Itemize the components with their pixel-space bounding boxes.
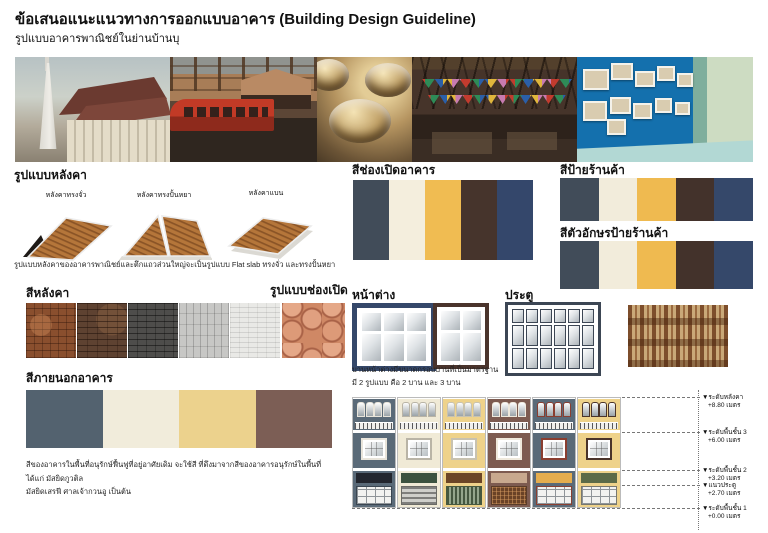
six-pane-window <box>451 438 477 460</box>
shophouse-facade <box>577 397 621 508</box>
shophouse-facade <box>532 397 576 508</box>
hip-roof-diagram <box>117 203 212 261</box>
color-swatch <box>461 180 497 260</box>
color-swatch <box>560 178 599 221</box>
narrow-window <box>411 402 419 417</box>
shop-sign <box>356 473 392 483</box>
level-value: +8.80 เมตร <box>708 402 741 410</box>
white-pagoda <box>33 63 63 149</box>
door-pane <box>512 348 524 369</box>
flat-roof-diagram <box>219 201 314 259</box>
level-value: +6.00 เมตร <box>708 437 741 445</box>
picture-frame <box>675 102 690 115</box>
narrow-window <box>428 402 436 417</box>
door-pane <box>582 309 594 323</box>
shop-shutter <box>446 486 482 505</box>
narrow-window <box>492 402 500 417</box>
narrow-window <box>582 402 590 417</box>
section-title-exterior-colors: สีภายนอกอาคาร <box>26 371 113 385</box>
locomotive-windows <box>184 107 268 117</box>
level-label <box>702 482 768 498</box>
level-value: +2.70 เมตร <box>708 490 741 498</box>
ground-floor <box>398 471 440 507</box>
third-floor-windows <box>582 402 616 417</box>
third-floor-windows <box>402 402 436 417</box>
window-glass <box>545 442 563 456</box>
rust-brick-texture <box>26 303 76 358</box>
section-title-opening-pattern: รูปแบบช่องเปิด <box>270 283 348 297</box>
color-swatch <box>425 180 461 260</box>
second-floor <box>578 433 620 468</box>
balcony-railing <box>400 422 438 429</box>
window-pane <box>362 334 381 361</box>
narrow-window <box>366 402 374 417</box>
balcony-railing <box>355 422 393 429</box>
section-title-sign-letter-colors: สีตัวอักษรป้ายร้านค้า <box>560 226 669 240</box>
six-pane-window <box>586 438 612 460</box>
picture-frame <box>677 73 693 87</box>
brass-bowl <box>329 99 391 143</box>
picture-frame <box>583 101 607 121</box>
third-floor <box>533 399 575 430</box>
sign-letter-color-palette <box>560 241 753 289</box>
shophouse-elevation-drawing <box>352 390 768 533</box>
level-label <box>702 505 768 521</box>
dark-gray-shingle-texture <box>128 303 178 358</box>
opening-color-palette <box>353 180 533 260</box>
picture-frame <box>657 66 675 81</box>
shop-sign <box>581 473 617 483</box>
narrow-window <box>563 402 571 417</box>
narrow-window <box>518 402 526 417</box>
shop-shutter <box>401 486 437 505</box>
narrow-window <box>473 402 481 417</box>
color-swatch <box>599 241 638 289</box>
second-floor <box>353 433 395 468</box>
ground-floor <box>578 471 620 507</box>
narrow-window <box>374 402 382 417</box>
page-title: ข้อเสนอแนะแนวทางการออกแบบอาคาร (Building Design Guideline) <box>15 11 476 28</box>
roof-gable-label: หลังคาทรงจั่ว <box>45 192 87 199</box>
narrow-window <box>383 402 391 417</box>
window-diagram-3-panel <box>352 303 436 371</box>
window-pane <box>441 333 460 361</box>
window-pane <box>384 334 403 361</box>
door-pane <box>554 309 566 323</box>
window-pane <box>384 313 403 331</box>
color-swatch <box>676 241 715 289</box>
window-pane <box>407 334 426 361</box>
color-swatch <box>714 241 753 289</box>
ground-floor <box>443 471 485 507</box>
sign-color-palette <box>560 178 753 221</box>
dimension-vertical-line <box>698 390 699 530</box>
section-title-opening-colors: สีช่องเปิดอาคาร <box>352 163 436 177</box>
level-value: +0.00 เมตร <box>708 513 741 521</box>
color-swatch <box>103 390 180 448</box>
color-swatch <box>637 241 676 289</box>
color-swatch <box>637 178 676 221</box>
door-pane <box>554 348 566 369</box>
six-pane-window <box>361 438 387 460</box>
window-glass <box>410 442 428 456</box>
color-swatch <box>353 180 389 260</box>
third-floor <box>353 399 395 430</box>
second-floor <box>488 433 530 468</box>
door-pane <box>568 348 580 369</box>
window-glass <box>455 442 473 456</box>
roof-flat-label: หลังคาแบน <box>248 190 284 197</box>
third-floor-windows <box>357 402 391 417</box>
exterior-color-palette <box>26 390 332 448</box>
market-floor <box>432 132 492 154</box>
ground-floor <box>353 471 395 507</box>
narrow-window <box>509 402 517 417</box>
window-glass <box>500 442 518 456</box>
gable-roof-diagram <box>19 203 114 261</box>
shophouse-facade <box>442 397 486 508</box>
door-pane <box>582 325 594 346</box>
window-panes <box>357 308 431 366</box>
roof-diagrams <box>14 190 344 262</box>
six-pane-window <box>406 438 432 460</box>
door-pane <box>568 325 580 346</box>
market-floor <box>507 132 557 150</box>
third-floor <box>398 399 440 430</box>
light-gray-tile-texture <box>179 303 229 358</box>
door-pane <box>554 325 566 346</box>
door-pane <box>540 325 552 346</box>
level-label <box>702 467 768 483</box>
window-pane <box>407 313 426 331</box>
section-title-roof-types: รูปแบบหลังคา <box>14 168 87 182</box>
window-pane <box>441 311 460 330</box>
brass-bowls-photo <box>317 57 412 162</box>
ground-floor <box>533 471 575 507</box>
exterior-colors-caption: สีของอาคารในพื้นที่อนุรักษ์ฟื้นฟูที่อยู่อาศัยเดิม จะใช้สี ที่ดึงมาจากสีของอาคารอนุรักษ์ในพื้นที่ ได้แก่ มัสยิดกูวติล มัสยิดเสรฟี ศาลเจ้ากวนอู เป็นต้น <box>26 460 322 496</box>
narrow-window <box>357 402 365 417</box>
door-pane <box>526 325 538 346</box>
narrow-window <box>447 402 455 417</box>
level-value: +3.20 เมตร <box>708 475 741 483</box>
red-locomotive <box>170 99 274 131</box>
color-swatch <box>26 390 103 448</box>
color-swatch <box>179 390 256 448</box>
picture-frame <box>583 69 609 90</box>
picture-frame <box>635 71 655 87</box>
wood-pattern-door-texture <box>628 305 728 367</box>
shop-shutter <box>356 486 392 505</box>
door-panes <box>508 305 598 373</box>
narrow-window <box>591 402 599 417</box>
shop-sign <box>446 473 482 483</box>
brass-bowl <box>365 63 411 97</box>
level-name: ▼ระดับพื้นชั้น 3 <box>702 429 747 436</box>
door-pane <box>526 348 538 369</box>
reference-photo-strip <box>15 57 753 162</box>
color-swatch <box>389 180 425 260</box>
white-tile-texture <box>230 303 280 358</box>
door-pane <box>512 325 524 346</box>
windows-caption: บานหน้าต่างมีขนาดกรอบบานที่เป็นมาตรฐาน มี 2 รูปแบบ คือ 2 บาน และ 3 บาน <box>352 365 499 387</box>
narrow-window <box>501 402 509 417</box>
section-title-roof-colors: สีหลังคา <box>26 286 70 300</box>
narrow-window <box>599 402 607 417</box>
shop-sign <box>536 473 572 483</box>
shophouse-facade <box>352 397 396 508</box>
third-floor-windows <box>447 402 481 417</box>
level-name: ▼ระดับหลังคา <box>702 394 744 401</box>
window-pane <box>362 313 381 331</box>
level-name: ▼แนวประตู <box>702 482 737 489</box>
window-glass <box>590 442 608 456</box>
window-pane <box>463 333 482 361</box>
level-name: ▼ระดับพื้นชั้น 1 <box>702 505 747 512</box>
level-label <box>702 394 768 410</box>
roof-color-textures <box>26 303 280 358</box>
color-swatch <box>256 390 333 448</box>
level-name: ▼ระดับพื้นชั้น 2 <box>702 467 747 474</box>
market-hall-photo <box>412 57 577 162</box>
door-pane <box>512 309 524 323</box>
shop-sign <box>401 473 437 483</box>
color-swatch <box>497 180 533 260</box>
shophouse-row <box>352 397 622 508</box>
temple-colonnade <box>67 120 170 162</box>
six-pane-window <box>541 438 567 460</box>
picture-frame <box>607 119 626 135</box>
second-floor <box>533 433 575 468</box>
balcony-railing <box>580 422 618 429</box>
six-pane-window <box>496 438 522 460</box>
third-floor <box>443 399 485 430</box>
picture-frame <box>655 98 672 113</box>
shop-sign <box>491 473 527 483</box>
fish-scale-tile-texture <box>282 303 345 358</box>
page-subtitle: รูปแบบอาคารพาณิชย์ในย่านบ้านบุ <box>15 33 180 45</box>
roof-caption: รูปแบบหลังคาของอาคารพาณิชย์และตึกแถวส่วนใหญ่จะเป็นรูปแบบ Flat slab ทรงจั่ว และทรงปั้นหยา <box>14 260 336 269</box>
door-pane <box>582 348 594 369</box>
narrow-window <box>554 402 562 417</box>
shop-shutter <box>581 486 617 505</box>
narrow-window <box>546 402 554 417</box>
window-diagram-2-panel <box>433 303 489 369</box>
shophouse-facade <box>397 397 441 508</box>
color-swatch <box>676 178 715 221</box>
picture-frame <box>633 103 652 119</box>
ground-floor <box>488 471 530 507</box>
gallery-floor <box>577 138 753 162</box>
blue-gallery-photo <box>577 57 753 162</box>
third-floor-windows <box>492 402 526 417</box>
narrow-window <box>537 402 545 417</box>
shophouse-facade <box>487 397 531 508</box>
balcony-railing <box>490 422 528 429</box>
third-floor-windows <box>537 402 571 417</box>
level-label <box>702 429 768 445</box>
roof-hip-label: หลังคาทรงปั้นหยา <box>136 192 192 199</box>
door-pane <box>526 309 538 323</box>
window-pane <box>463 311 482 330</box>
door-pane <box>568 309 580 323</box>
balcony-railing <box>535 422 573 429</box>
shop-shutter <box>491 486 527 505</box>
picture-frame <box>611 63 633 80</box>
roof-flat <box>216 188 316 264</box>
window-panes <box>437 307 485 365</box>
balcony-railing <box>445 422 483 429</box>
narrow-window <box>608 402 616 417</box>
shop-shutter <box>536 486 572 505</box>
folding-door-diagram <box>505 302 601 376</box>
picture-frame <box>610 97 631 114</box>
color-swatch <box>599 178 638 221</box>
section-title-sign-colors: สีป้ายร้านค้า <box>560 163 625 177</box>
window-glass <box>365 442 383 456</box>
red-train-depot-photo <box>170 57 317 162</box>
third-floor <box>578 399 620 430</box>
roof-hip <box>114 190 214 266</box>
third-floor <box>488 399 530 430</box>
narrow-window <box>402 402 410 417</box>
narrow-window <box>464 402 472 417</box>
color-swatch <box>560 241 599 289</box>
second-floor <box>443 433 485 468</box>
narrow-window <box>456 402 464 417</box>
level-line <box>352 508 700 509</box>
thai-temple-photo <box>15 57 170 162</box>
brown-shingle-texture <box>77 303 127 358</box>
narrow-window <box>419 402 427 417</box>
door-pane <box>540 348 552 369</box>
door-pane <box>540 309 552 323</box>
section-title-doors: ประตู <box>505 288 534 302</box>
brass-bowl <box>317 59 349 91</box>
color-swatch <box>714 178 753 221</box>
second-floor <box>398 433 440 468</box>
roof-gable <box>16 190 116 266</box>
section-title-windows: หน้าต่าง <box>352 288 396 302</box>
